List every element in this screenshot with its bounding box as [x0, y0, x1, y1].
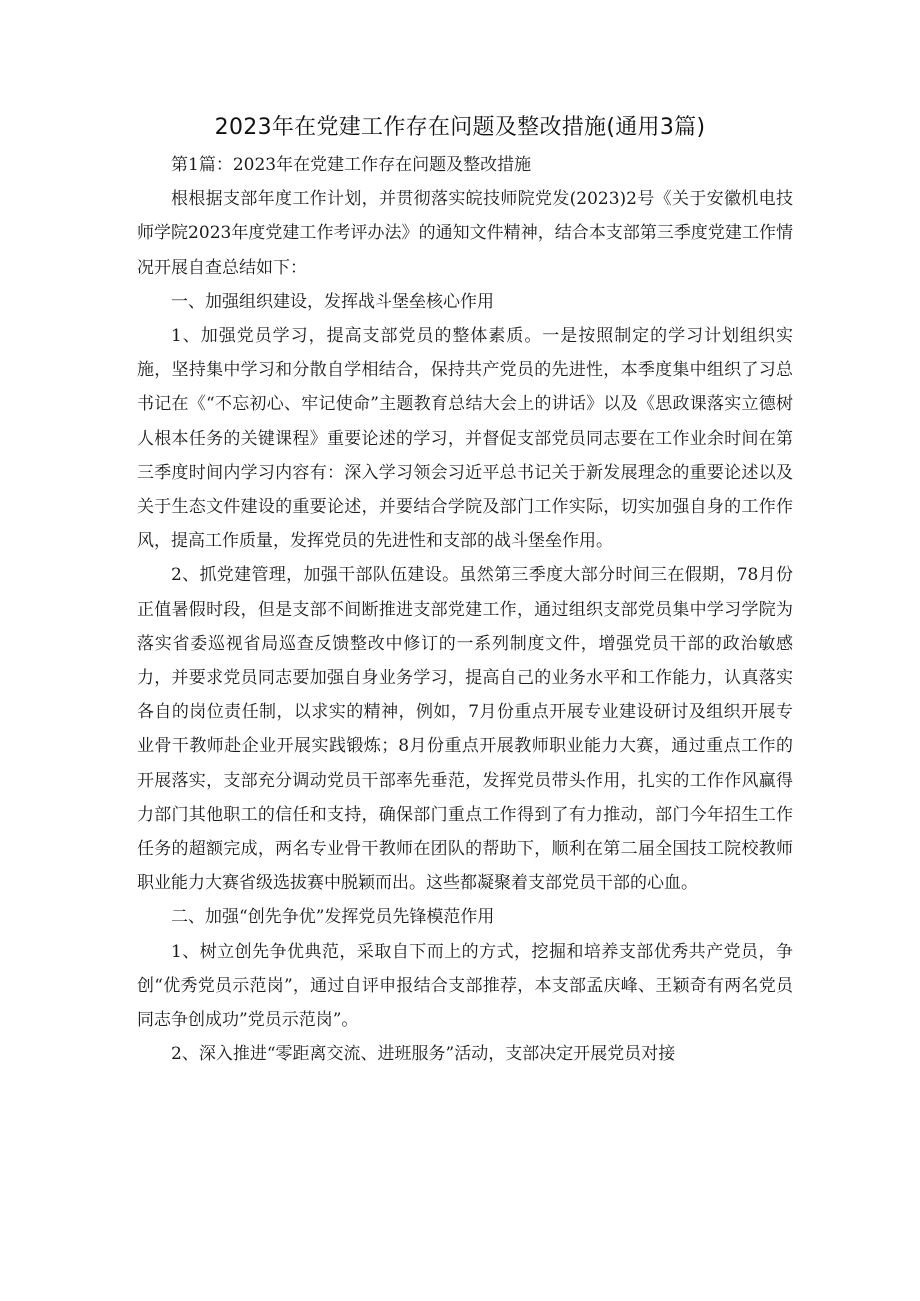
document-title: 2023年在党建工作存在问题及整改措施(通用3篇): [214, 115, 706, 140]
article-subtitle: 第1篇：2023年在党建工作存在问题及整改措施: [171, 155, 532, 175]
body-paragraph: 2、深入推进“零距离交流、进班服务”活动，支部决定开展党员对接: [171, 1044, 676, 1065]
body-paragraph: 2、抓党建管理，加强干部队伍建设。虽然第三季度大部分时间三在假期，78月份正值暑假时段，但是支部不间断推进支部党建工作，通过组织支部党员集中学习学院为落实省委巡视省局巡查反馈整改中修订的一系列制度文件，增强党员干部的政治敏感力，并要求党员同志要加强自身业务学习，提高自己的业务水平和工作能力，认真落实各自的岗位责任制，以求实的精神，例如，7月份重点开展专业建设研讨及组织开展专业骨干教师赴企业开展实践锻炼；8月份重点开展教师职业能力大赛，通过重点工作的开展落实，支部充分调动党员干部率先垂范，发挥党员带头作用，扎实的工作作风赢得力部门其他职工的信任和支持，确保部门重点工作得到了有力推动，部门今年招生工作任务的超额完成，两名专业骨干教师在团队的帮助下，顺利在第二届全国技工院校教师职业能力大赛省级选拔赛中脱颖而出。这些都凝聚着支部党员干部的心血。: [137, 565, 793, 894]
section-heading-1: 一、加强组织建设，发挥战斗堡垒核心作用: [171, 291, 494, 312]
body-paragraph: 1、加强党员学习，提高支部党员的整体素质。一是按照制定的学习计划组织实施，坚持集中学习和分散自学相结合，保持共产党员的先进性，本季度集中组织了习总书记在《“不忘初心、牢记使命”主题教育总结大会上的讲话》以及《思政课落实立德树人根本任务的关键课程》重要论述的学习，并督促支部党员同志要在工作业余时间在第三季度时间内学习内容有：深入学习领会习近平总书记关于新发展理念的重要论述以及关于生态文件建设的重要论述，并要结合学院及部门工作实际，切实加强自身的工作作风，提高工作质量，发挥党员的先进性和支部的战斗堡垒作用。: [137, 326, 793, 552]
intro-paragraph: 根根据支部年度工作计划，并贯彻落实皖技师院党发(2023)2号《关于安徽机电技师学院2023年度党建工作考评办法》的通知文件精神，结合本支部第三季度党建工作情况开展自查总结如下：: [137, 189, 793, 278]
document-body: [137, 148, 793, 1071]
body-paragraph: 1、树立创先争优典范，采取自下而上的方式，挖掘和培养支部优秀共产党员，争创“优秀党员示范岗”，通过自评申报结合支部推荐，本支部孟庆峰、王颖奇有两名党员同志争创成功”党员示范岗”。: [137, 941, 793, 1031]
section-heading-2: 二、加强“创先争优”发挥党员先锋模范作用: [171, 907, 495, 928]
